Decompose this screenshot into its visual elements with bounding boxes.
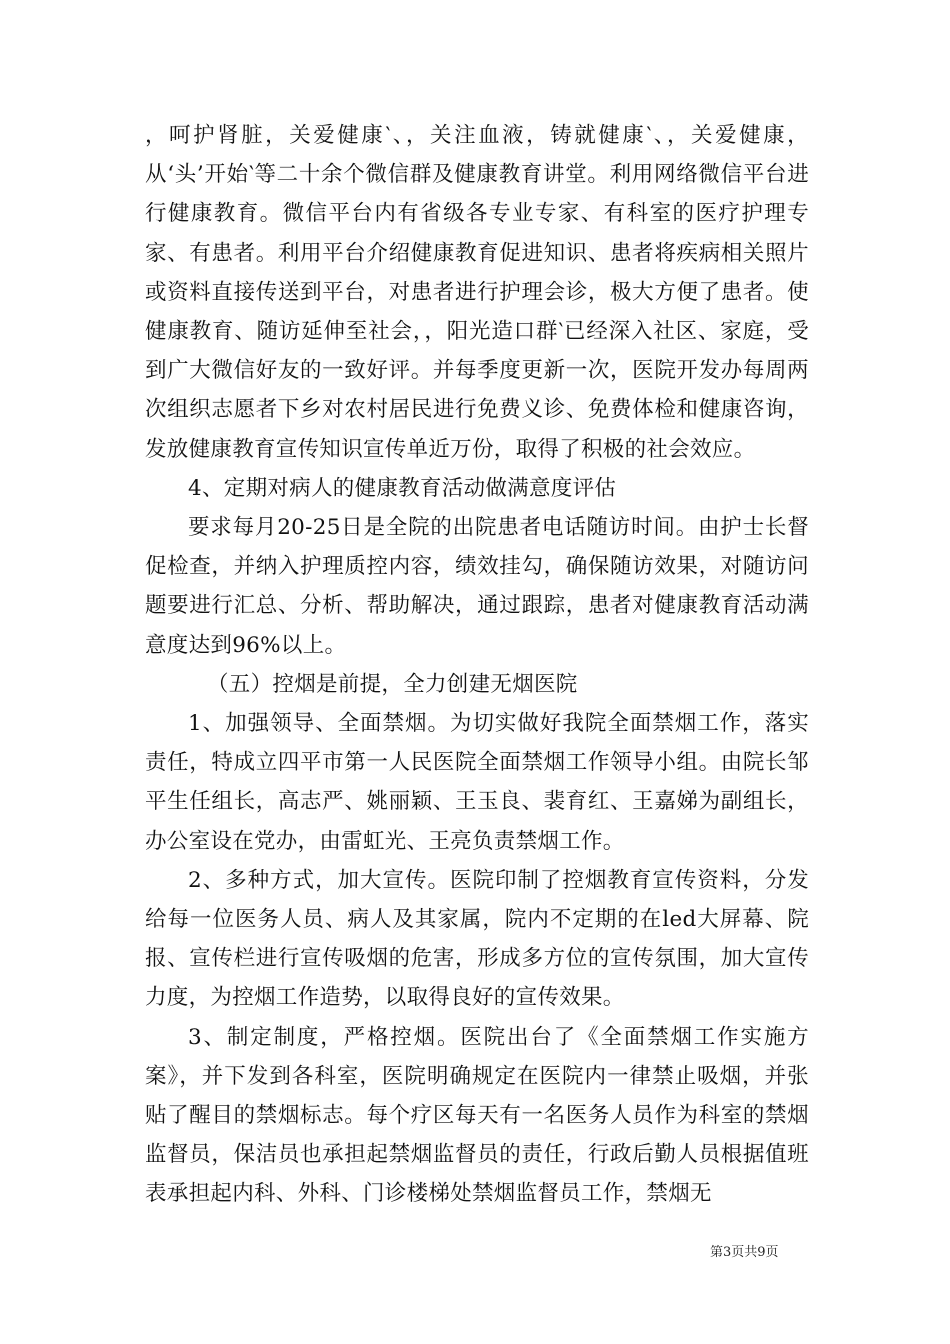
paragraph-heading-satisfaction: 4、定期对病人的健康教育活动做满意度评估 — [188, 475, 617, 501]
paragraph-follow-up: 要求每月20-25日是全院的出院患者电话随访时间。由护士长督促检查，并纳入护理质控内容，绩效挂勾，确保随访效果，对随访问题要进行汇总、分析、帮助解决，通过跟踪，患者对健康教育活动满意度达到96%以上。 — [145, 515, 809, 658]
paragraph-leadership: 1、加强领导、全面禁烟。为切实做好我院全面禁烟工作，落实责任，特成立四平市第一人民医院全面禁烟工作领导小组。由院长邹平生任组长，高志严、姚丽颖、王玉良、裴育红、王嘉娣为副组长，办公室设在党办，由雷虹光、王亮负责禁烟工作。 — [145, 711, 809, 854]
paragraph-regulations: 3、制定制度，严格控烟。医院出台了《全面禁烟工作实施方案》，并下发到各科室，医院明确规定在医院内一律禁止吸烟，并张贴了醒目的禁烟标志。每个疗区每天有一名医务人员作为科室的禁烟监督员，保洁员也承担起禁烟监督员的责任，行政后勤人员根据值班表承担起内科、外科、门诊楼梯处禁烟监督员工作，禁烟无 — [145, 1024, 809, 1207]
document-body — [145, 116, 809, 1214]
paragraph-publicity: 2、多种方式，加大宣传。医院印制了控烟教育宣传资料，分发给每一位医务人员、病人及其家属，院内不定期的在led大屏幕、院报、宣传栏进行宣传吸烟的危害，形成多方位的宣传氛围，加大宣传力度，为控烟工作造势，以取得良好的宣传效果。 — [145, 867, 809, 1011]
section-heading-smoke-free: （五）控烟是前提，全力创建无烟医院 — [207, 671, 578, 697]
page-number: 第3页共9页 — [710, 1245, 779, 1260]
paragraph-wechat-groups: ，呵护肾脏，关爱健康‵、，关注血液，铸就健康‵、，关爱健康，从‘头’开始‵等二十余个微信群及健康教育讲堂。利用网络微信平台进行健康教育。微信平台内有省级各专业专家、有科室的医疗护理专家、有患者。利用平台介绍健康教育促进知识、患者将疾病相关照片或资料直接传送到平台，对患者进行护理会诊，极大方便了患者。使健康教育、随访延伸至社会，，阳光造口群‵已经深入社区、家庭，受到广大微信好友的一致好评。并每季度更新一次，医院开发办每周两次组织志愿者下乡对农村居民进行免费义诊、免费体检和健康咨询，发放健康教育宣传知识宣传单近万份，取得了积极的社会效应。 — [145, 123, 809, 462]
